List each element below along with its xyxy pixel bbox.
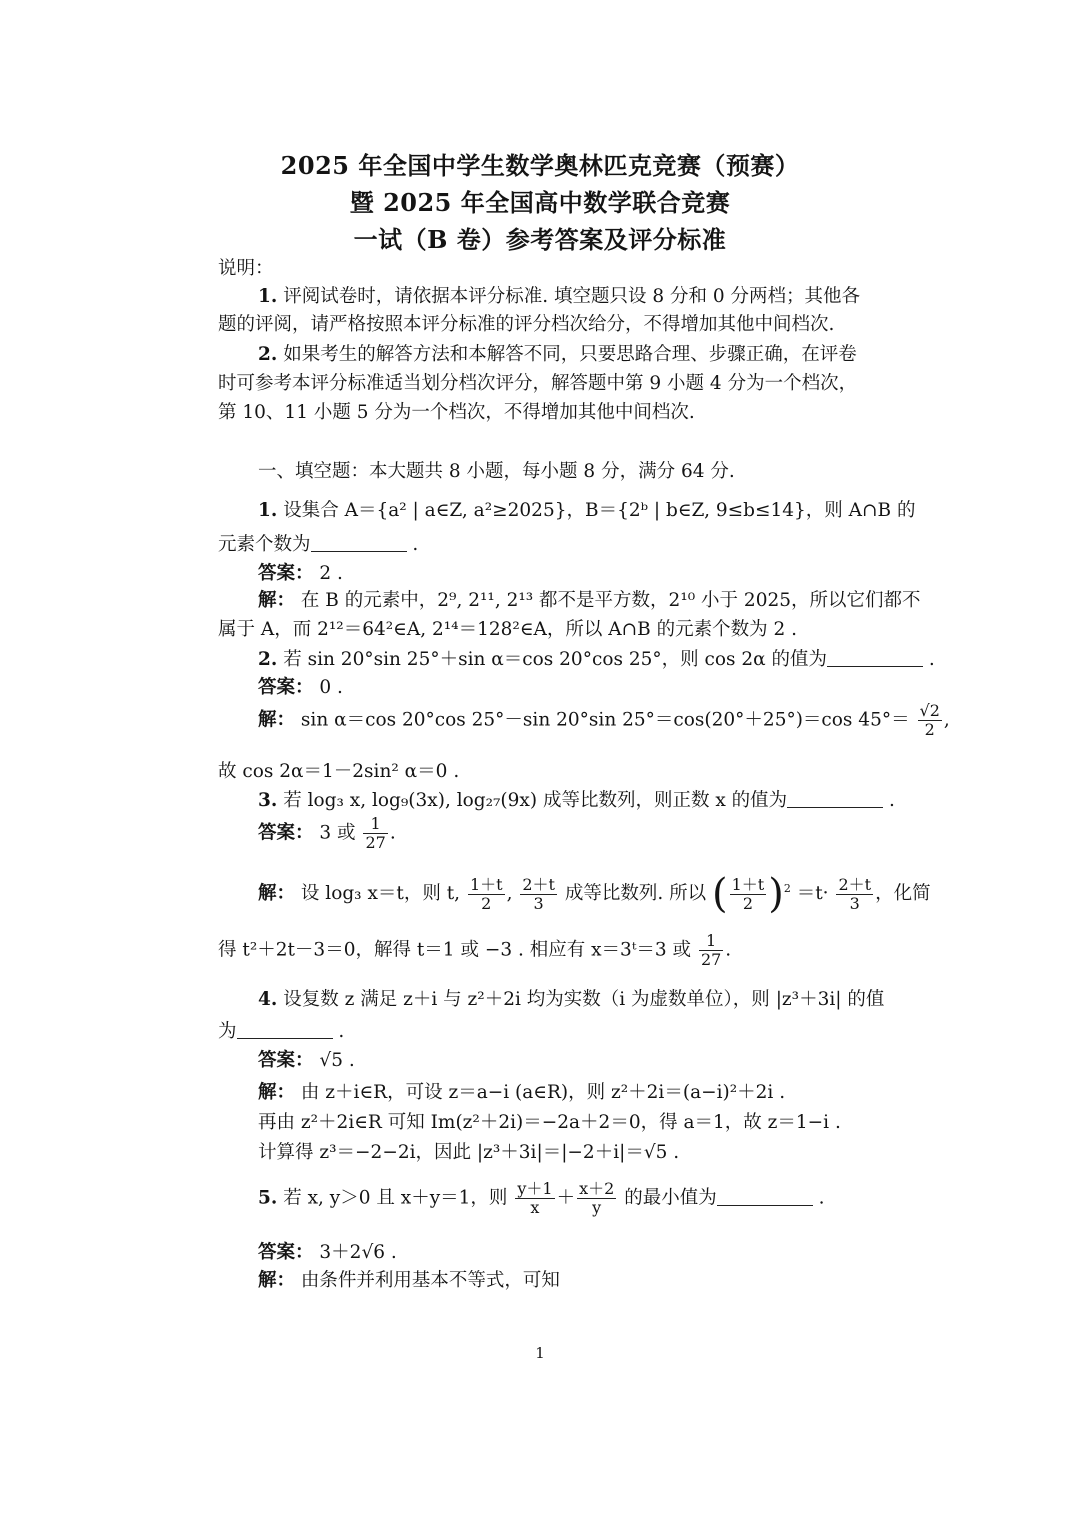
q1-stem-line-1 — [258, 496, 915, 522]
q2-solution-line-2: 故 cos 2α＝1－2sin² α＝0 . — [218, 761, 460, 782]
q5-answer-line — [258, 1238, 397, 1264]
q4-answer-label: 答案： — [258, 1050, 314, 1071]
fraction-denominator: 3 — [849, 893, 860, 913]
notes-heading: 说明： — [218, 258, 274, 279]
q3-answer-fraction — [363, 815, 387, 852]
q1-stem-a: 设集合 A＝{a² | a∈Z, a²≥2025}，B＝{2ᵇ | b∈Z, 9≤b≤14}，则 A∩B 的 — [283, 500, 916, 521]
q4-solution-line-1 — [258, 1078, 785, 1104]
q3-solution-line-1: 解： 设 log₃ x＝t，则 t, $\frac{1+t}{2}$ , $\frac{2+t}{3}$ 成等比数列. 所以 ( $\frac{1+t}{2}$ )$^2$ ＝t· $\frac{2+t}{3}$ ，化简 — [258, 871, 931, 917]
fraction-denominator: 2 — [924, 720, 935, 739]
fraction-denominator: 27 — [365, 833, 386, 852]
note-1-line-2: 题的评阅，请严格按照本评分标准的评分档次给分，不得增加其他中间档次. — [218, 314, 835, 335]
q2-stem-line: 2. 若 sin 20°sin 25°＋sin α＝cos 20°cos 25°，则 cos 2α 的值为 . — [258, 649, 935, 670]
q3-stem-line: 3. 若 log₃ x, log₉(3x), log₂₇(9x) 成等比数列，则正数 x 的值为 . — [258, 790, 895, 811]
q4-solution-a: 由 z＋i∈R，可设 z＝a−i (a∈R)，则 z²＋2i＝(a−i)²＋2i . — [300, 1082, 786, 1103]
note-1-line-1 — [258, 282, 860, 308]
q3-fraction-5 — [699, 932, 723, 969]
q5-answer-label: 答案： — [258, 1242, 314, 1263]
left-paren: ( — [712, 871, 728, 917]
q1-number: 1. — [258, 500, 278, 521]
q2-answer: 0 . — [319, 677, 343, 698]
q5-stem-line: 5. 若 x, y＞0 且 x＋y＝1，则 $\frac{y+1}{x}$ ＋ $\frac{x+2}{y}$ 的最小值为 . — [258, 1179, 825, 1217]
q5-number: 5. — [258, 1187, 278, 1209]
q1-solution-label: 解： — [258, 590, 296, 611]
q1-solution-a: 在 B 的元素中，2⁹, 2¹¹, 2¹³ 都不是平方数，2¹⁰ 小于 2025，所以它们都不 — [300, 590, 921, 611]
q4-solution-label: 解： — [258, 1082, 296, 1103]
q3-answer-blank — [787, 789, 883, 808]
q3-fraction-3 — [730, 876, 767, 913]
q3-stem: 若 log₃ x, log₉(3x), log₂₇(9x) 成等比数列，则正数 x 的值为 — [283, 790, 788, 811]
q5-fraction-2 — [577, 1180, 616, 1217]
q4-solution-line-2: 再由 z²＋2i∈R 可知 Im(z²＋2i)＝−2a＋2＝0，得 a＝1，故 z＝1−i . — [258, 1112, 841, 1133]
q4-stem-b: 为 — [218, 1021, 237, 1042]
q3-fraction-4 — [836, 876, 873, 913]
note-1-text-a: 评阅试卷时，请依据本评分标准. 填空题只设 8 分和 0 分两档；其他各 — [283, 286, 861, 307]
q1-solution-line-1 — [258, 586, 921, 612]
title-line-1: 2025 年全国中学生数学奥林匹克竞赛（预赛） — [280, 151, 800, 180]
q4-stem-line-2: 为 . — [218, 1021, 345, 1042]
note-1-number: 1. — [258, 286, 278, 307]
square-exponent: 2 — [783, 881, 791, 895]
page-number: 1 — [535, 1344, 545, 1362]
q1-answer-blank — [311, 533, 407, 552]
q1-stem-b: 元素个数为 — [218, 534, 311, 555]
q3-fraction-1 — [468, 876, 505, 913]
fraction-numerator: √2 — [919, 701, 940, 720]
fraction-numerator: 1 — [363, 815, 387, 834]
section-heading: 一、填空题：本大题共 8 小题，每小题 8 分，满分 64 分. — [258, 461, 735, 482]
right-paren: ) — [768, 871, 784, 917]
fraction-denominator: y — [592, 1198, 602, 1217]
title-line-3: 一试（B 卷）参考答案及评分标准 — [353, 225, 727, 254]
q4-answer: √5 . — [319, 1050, 355, 1071]
q1-answer: 2 . — [319, 563, 343, 584]
note-2-line-1 — [258, 340, 857, 366]
fraction-denominator: 2 — [481, 893, 492, 913]
note-2-number: 2. — [258, 344, 278, 365]
q5-stem-a: 若 x, y＞0 且 x＋y＝1，则 — [283, 1187, 508, 1209]
q3-fraction-2 — [520, 876, 557, 913]
q3-solution-c: ＝t· — [796, 883, 829, 904]
q4-number: 4. — [258, 989, 278, 1010]
q2-solution-fraction — [918, 702, 942, 739]
q3-answer-line: 答案： 3 或 $\frac{1}{27}$ . — [258, 814, 396, 852]
q3-solution-line-2: 得 t²＋2t－3＝0，解得 t＝1 或 −3 . 相应有 x＝3ᵗ＝3 或 $\frac{1}{27}$ . — [218, 931, 732, 969]
q5-solution-label: 解： — [258, 1270, 296, 1291]
fraction-numerator: x＋2 — [579, 1179, 615, 1198]
fraction-numerator: 1 — [699, 932, 723, 951]
note-2-text-a: 如果考生的解答方法和本解答不同，只要思路合理、步骤正确，在评卷 — [283, 344, 857, 365]
q1-solution-line-2: 属于 A，而 2¹²＝64²∈A, 2¹⁴＝128²∈A，所以 A∩B 的元素个数为 2 . — [218, 619, 798, 640]
title-block — [0, 147, 1080, 258]
q4-answer-blank — [237, 1020, 333, 1039]
q5-answer: 3＋2√6 . — [319, 1242, 397, 1263]
q3-answer-label: 答案： — [258, 822, 314, 844]
q3-solution-b: 成等比数列. 所以 — [564, 883, 707, 904]
q3-answer-a: 3 或 — [319, 822, 356, 844]
q4-solution-line-3: 计算得 z³＝−2−2i，因此 |z³＋3i|＝|−2＋i|＝√5 . — [258, 1142, 680, 1163]
q2-answer-label: 答案： — [258, 677, 314, 698]
q4-stem-a: 设复数 z 满足 z＋i 与 z²＋2i 均为实数（i 为虚数单位），则 |z³＋3i| 的值 — [283, 989, 885, 1010]
q5-answer-blank — [717, 1187, 813, 1206]
q5-solution: 由条件并利用基本不等式，可知 — [300, 1270, 560, 1291]
fraction-numerator: 2＋t — [838, 874, 872, 894]
title-line-2: 暨 2025 年全国高中数学联合竞赛 — [349, 188, 731, 217]
fraction-denominator: 2 — [742, 893, 754, 913]
q2-answer-line — [258, 673, 343, 699]
q1-answer-line — [258, 559, 343, 585]
q2-number: 2. — [258, 649, 278, 670]
q2-solution-label: 解： — [258, 709, 296, 731]
note-2-line-3: 第 10、11 小题 5 分为一个档次，不得增加其他中间档次. — [218, 402, 695, 423]
fraction-numerator: y＋1 — [517, 1179, 553, 1198]
q2-solution-line-1: 解： sin α＝cos 20°cos 25°－sin 20°sin 25°＝cos(20°＋25°)＝cos 45°＝ $\frac{√2}{2}$ , — [258, 701, 950, 739]
fraction-numerator: 1＋t — [469, 874, 503, 894]
q3-solution-label: 解： — [258, 883, 296, 904]
fraction-denominator: 3 — [533, 893, 544, 913]
q1-stem-line-2: 元素个数为 . — [218, 534, 419, 555]
fraction-denominator: 27 — [700, 950, 722, 969]
q2-stem: 若 sin 20°sin 25°＋sin α＝cos 20°cos 25°，则 cos 2α 的值为 — [283, 649, 828, 670]
q5-fraction-1 — [515, 1180, 554, 1217]
q4-stem-line-1 — [258, 985, 884, 1011]
q3-solution-e: 得 t²＋2t－3＝0，解得 t＝1 或 −3 . 相应有 x＝3ᵗ＝3 或 — [218, 939, 692, 961]
q3-number: 3. — [258, 790, 278, 811]
q5-solution-line — [258, 1266, 560, 1292]
q1-answer-label: 答案： — [258, 563, 314, 584]
q5-stem-b: 的最小值为 — [624, 1187, 717, 1209]
fraction-numerator: 2＋t — [522, 874, 555, 894]
q4-answer-line — [258, 1046, 355, 1072]
q3-solution-a: 设 log₃ x＝t，则 t, — [300, 883, 461, 904]
note-2-line-2: 时可参考本评分标准适当划分档次评分，解答题中第 9 小题 4 分为一个档次， — [218, 373, 858, 394]
q3-solution-d: ，化简 — [875, 883, 931, 904]
fraction-denominator: x — [530, 1198, 540, 1217]
fraction-numerator: 1＋t — [731, 874, 765, 894]
q2-solution-a: sin α＝cos 20°cos 25°－sin 20°sin 25°＝cos(20°＋25°)＝cos 45°＝ — [300, 709, 910, 731]
q2-answer-blank — [827, 648, 923, 667]
